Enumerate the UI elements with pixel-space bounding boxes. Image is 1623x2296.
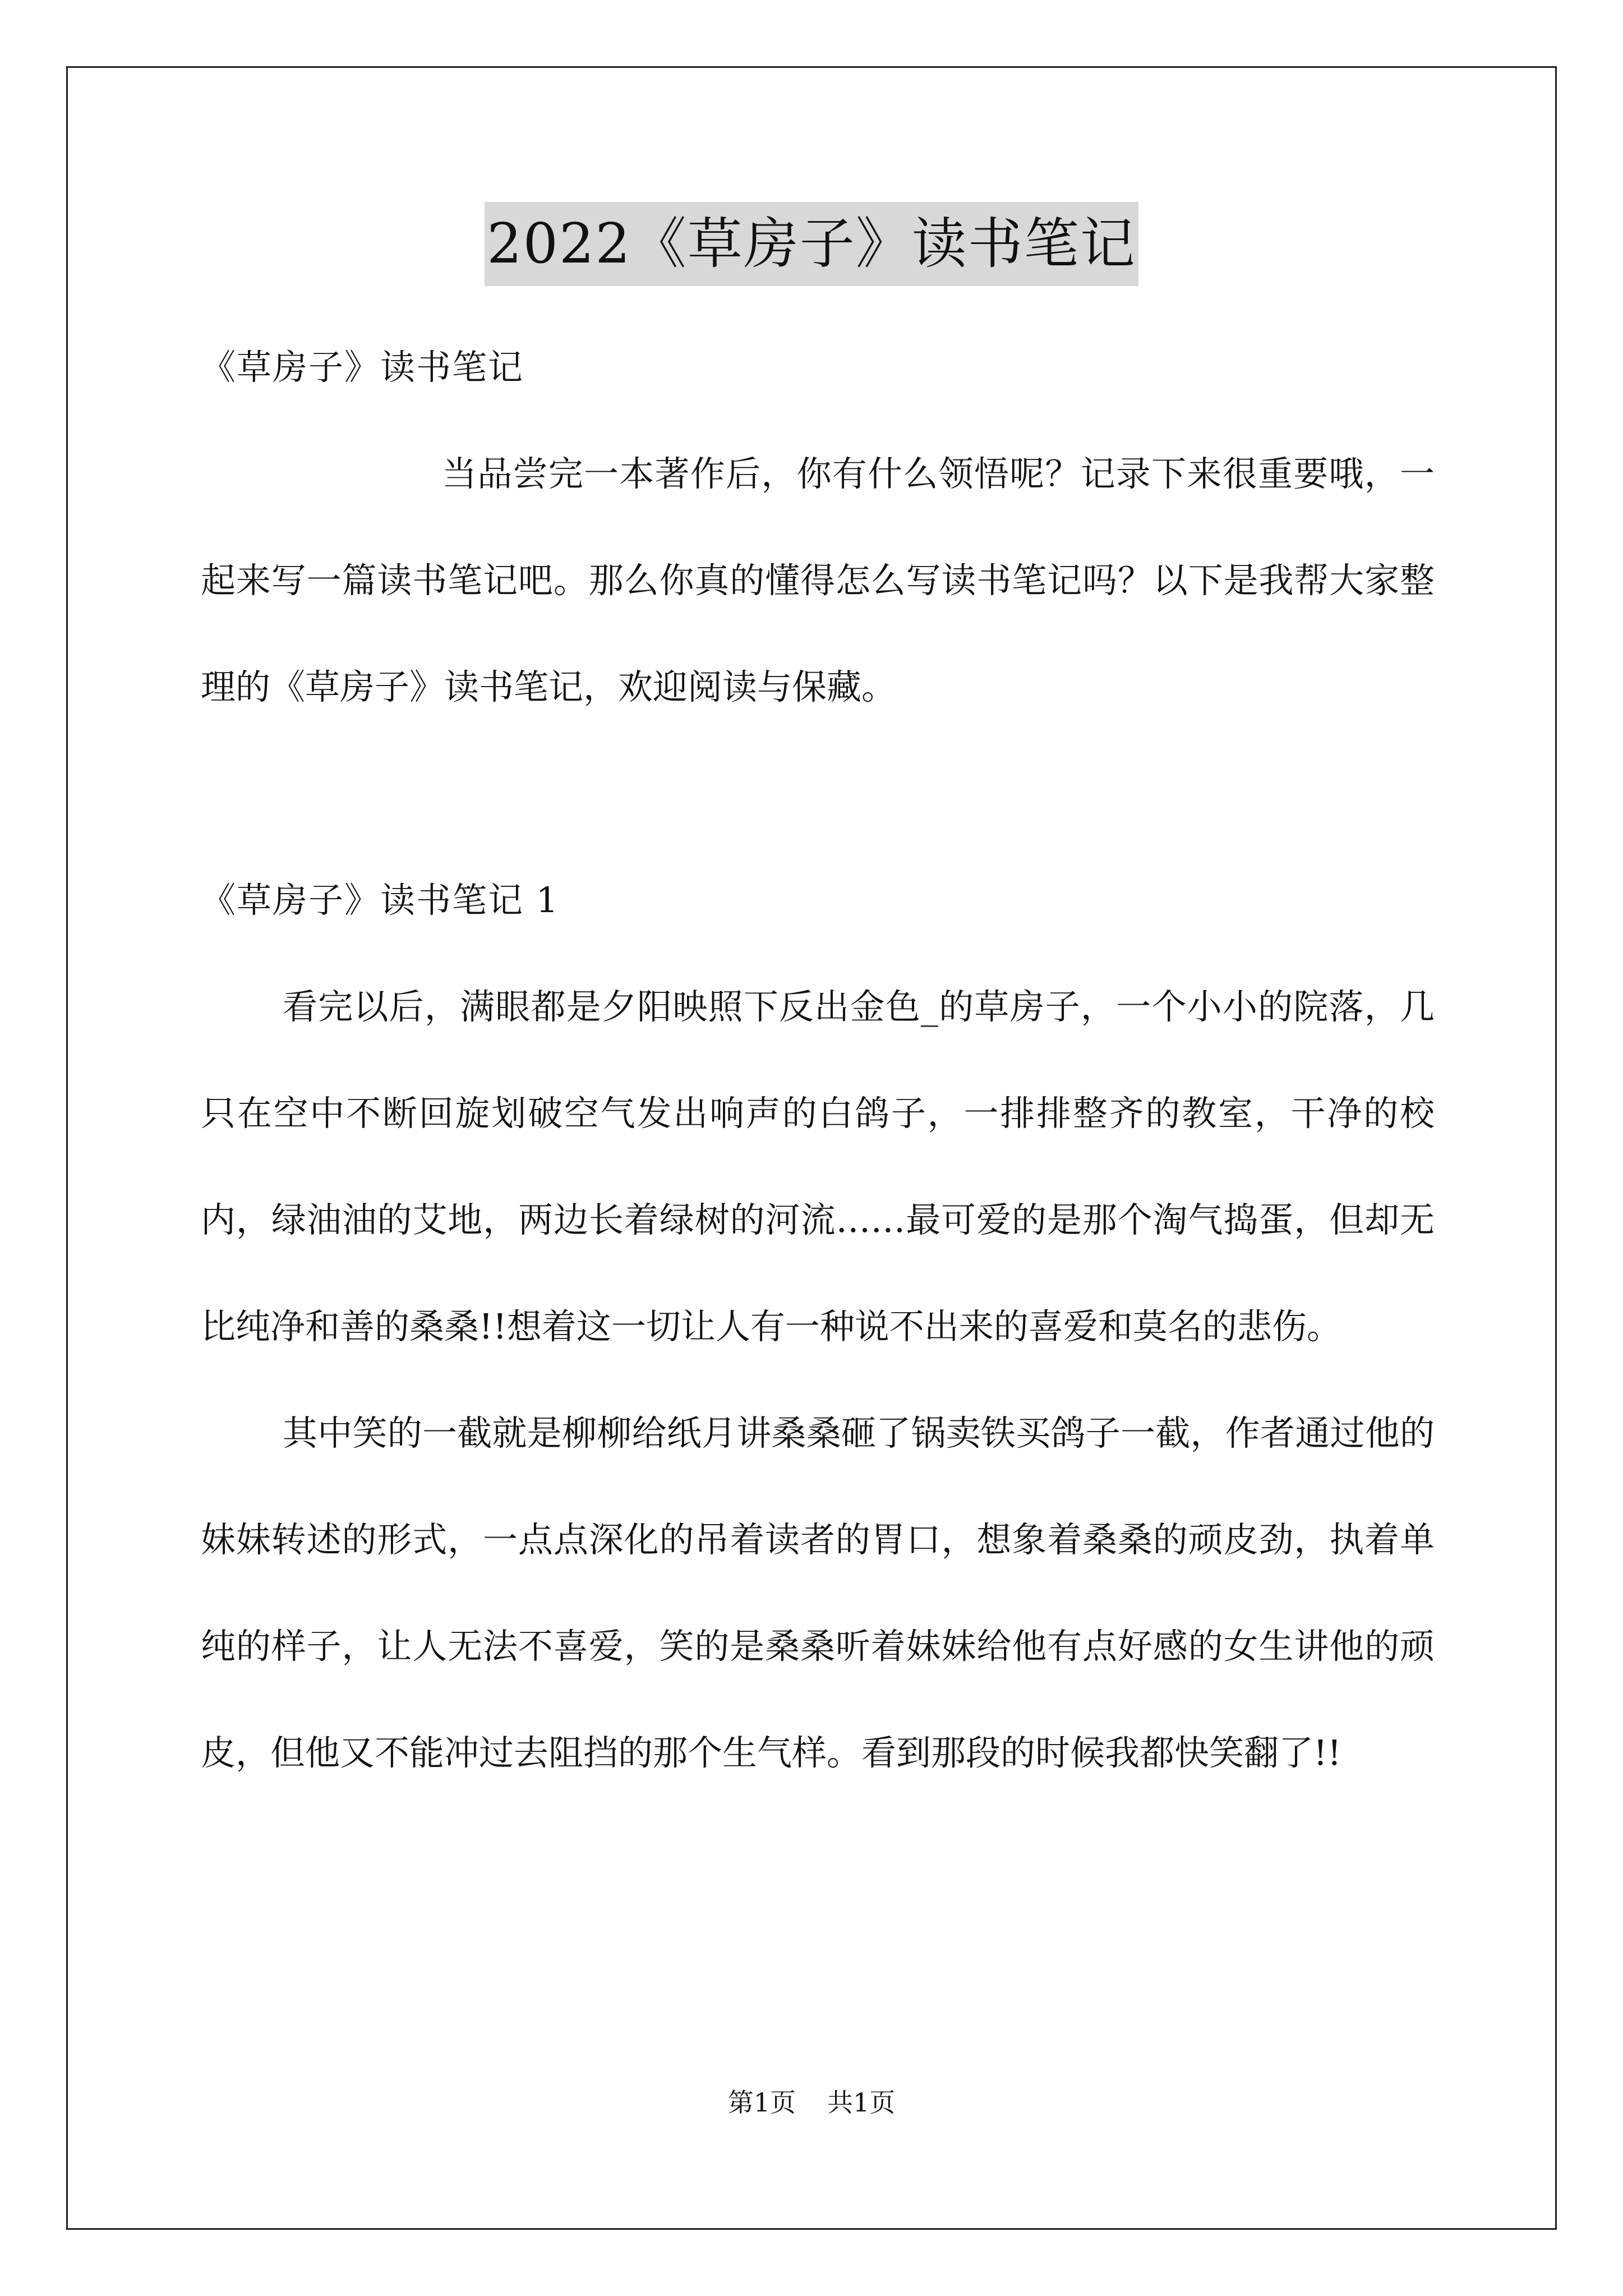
- body-paragraph-2: 其中笑的一截就是柳柳给纸月讲桑桑砸了锅卖铁买鸽子一截，作者通过他的妹妹转述的形式，一点点深化的吊着读者的胃口，想象着桑桑的顽皮劲，执着单纯的样子，让人无法不喜爱，笑的是桑桑听着妹妹给他有点好感的女生讲他的顽皮，但他又不能冲过去阻挡的那个生气样。看到那段的时候我都快笑翻了!!: [201, 1412, 1435, 1773]
- section-heading: 《草房子》读书笔记 1: [201, 880, 560, 921]
- page-footer: [0, 2086, 1623, 2119]
- document-body: [201, 314, 1435, 1806]
- page-number: 第1页: [727, 2087, 796, 2118]
- intro-paragraph: 当品尝完一本著作后，你有什么领悟呢？记录下来很重要哦，一起来写一篇读书笔记吧。那么你真的懂得怎么写读书笔记吗？以下是我帮大家整理的《草房子》读书笔记，欢迎阅读与保藏。: [201, 453, 1435, 707]
- paragraph-spacer: [201, 740, 1435, 847]
- body-paragraph-1: 看完以后，满眼都是夕阳映照下反出金色_的草房子，一个小小的院落，几只在空中不断回旋划破空气发出响声的白鸽子，一排排整齐的教室，干净的校内，绿油油的艾地，两边长着绿树的河流……最可爱的是那个淘气捣蛋，但却无比纯净和善的桑桑!!想着这一切让人有一种说不出来的喜爱和莫名的悲伤。: [201, 986, 1435, 1347]
- title-area: [0, 202, 1623, 286]
- document-title: 2022《草房子》读书笔记: [485, 202, 1138, 286]
- page-count: 共1页: [827, 2087, 896, 2118]
- document-subtitle: 《草房子》读书笔记: [201, 347, 524, 388]
